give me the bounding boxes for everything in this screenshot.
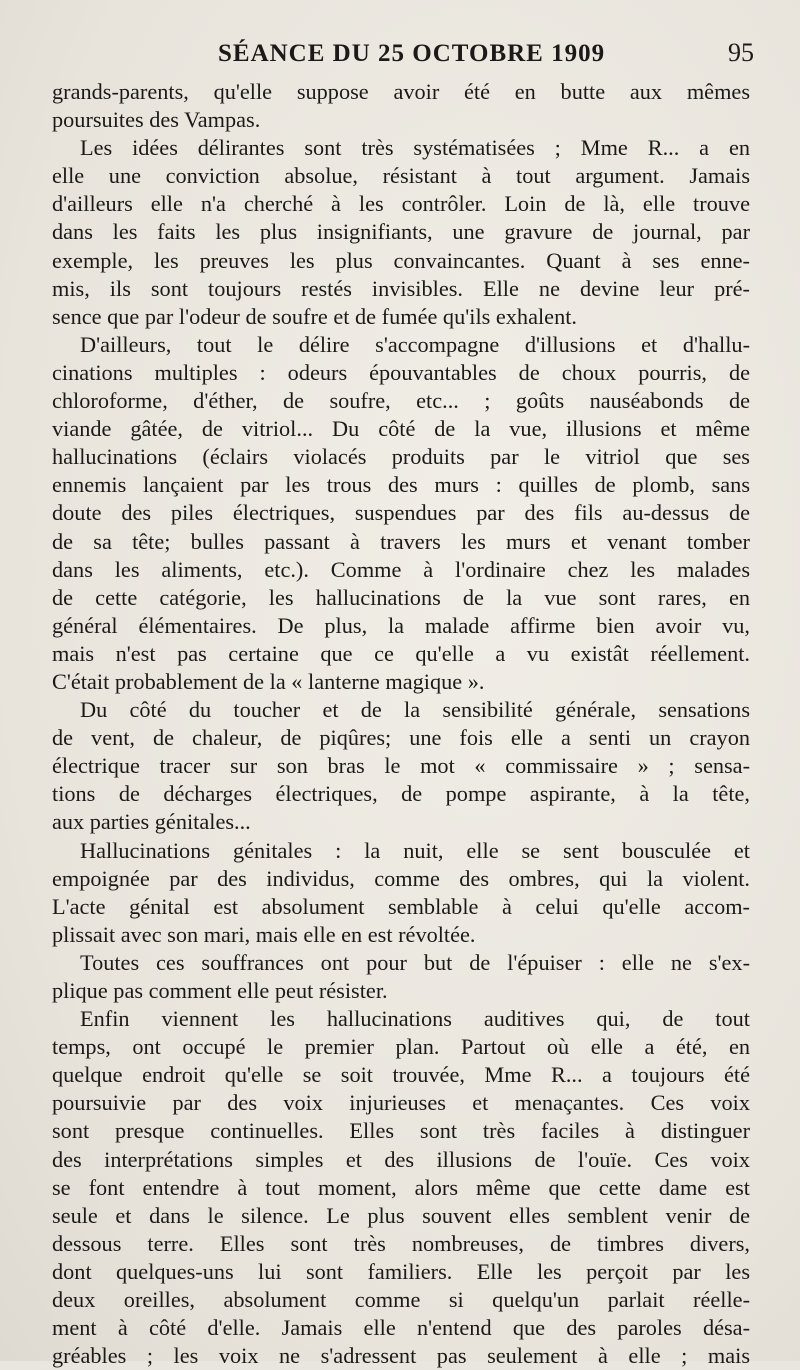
text-line: temps, ont occupé le premier plan. Partout où elle a été, en <box>52 1034 750 1060</box>
text-line: elle une conviction absolue, résistant à tout argument. Jamais <box>52 163 750 189</box>
text-line: sence que par l'odeur de soufre et de fumée qu'ils exhalent. <box>52 303 577 329</box>
text-line: hallucinations (éclairs violacés produits par le vitriol que ses <box>52 444 750 470</box>
text-line: électrique tracer sur son bras le mot « commissaire » ; sensa- <box>52 753 750 779</box>
text-line: dans les aliments, etc.). Comme à l'ordinaire chez les malades <box>52 556 750 582</box>
text-line: quelque endroit qu'elle se soit trouvée, Mme R... a toujours été <box>52 1062 750 1088</box>
text-line: viande gâtée, de vitriol... Du côté de la vue, illusions et même <box>52 416 750 442</box>
text-line: sont presque continuelles. Elles sont très faciles à distinguer <box>52 1118 750 1144</box>
text-line: cinations multiples : odeurs épouvantables de choux pourris, de <box>52 359 750 385</box>
text-line: Hallucinations génitales : la nuit, elle se sent bousculée et <box>80 837 750 863</box>
text-line: Du côté du toucher et de la sensibilité générale, sensations <box>80 697 750 723</box>
text-line: dessous terre. Elles sont très nombreuses, de timbres divers, <box>52 1230 750 1256</box>
text-line: mis, ils sont toujours restés invisibles. Elle ne devine leur pré- <box>52 275 750 301</box>
text-line: Toutes ces souffrances ont pour but de l'épuiser : elle ne s'ex- <box>80 949 750 975</box>
text-line: D'ailleurs, tout le délire s'accompagne d'illusions et d'hallu- <box>80 331 750 357</box>
body-text <box>52 78 750 1370</box>
text-line: de cette catégorie, les hallucinations de la vue sont rares, en <box>52 584 750 610</box>
text-line: L'acte génital est absolument semblable à celui qu'elle accom- <box>52 893 750 919</box>
running-title: SÉANCE DU 25 OCTOBRE 1909 <box>218 40 606 67</box>
text-line: dont quelques-uns lui sont familiers. Elle les perçoit par les <box>52 1258 750 1284</box>
text-line: grands-parents, qu'elle suppose avoir été en butte aux mêmes <box>52 79 750 104</box>
page-header <box>0 34 800 74</box>
text-line: aux parties génitales... <box>52 809 251 835</box>
text-line: poursuites des Vampas. <box>52 107 261 133</box>
text-line: des interprétations simples et des illusions de l'ouïe. Ces voix <box>52 1146 750 1172</box>
text-line: Enfin viennent les hallucinations auditives qui, de tout <box>80 1006 750 1032</box>
text-line: se font entendre à tout moment, alors même que cette dame est <box>52 1174 750 1200</box>
text-line: exemple, les preuves les plus convaincantes. Quant à ses enne- <box>52 247 750 273</box>
text-line: chloroforme, d'éther, de soufre, etc... ; goûts nauséabonds de <box>52 388 750 414</box>
page-number: 95 <box>728 38 754 67</box>
text-line: d'ailleurs elle n'a cherché à les contrôler. Loin de là, elle trouve <box>52 191 750 217</box>
text-line: Les idées délirantes sont très systématisées ; Mme R... a en <box>80 135 750 161</box>
text-line: empoignée par des individus, comme des ombres, qui la violent. <box>52 865 750 891</box>
text-line: ment à côté d'elle. Jamais elle n'entend que des paroles désa- <box>52 1315 750 1341</box>
text-line: doute des piles électriques, suspendues par des fils au-dessus de <box>52 500 750 526</box>
text-line: gréables ; les voix ne s'adressent pas seulement à elle ; mais <box>52 1343 750 1369</box>
text-line: plissait avec son mari, mais elle en est révoltée. <box>52 921 476 947</box>
text-line: plique pas comment elle peut résister. <box>52 978 388 1003</box>
text-line: poursuivie par des voix injurieuses et menaçantes. Ces voix <box>52 1090 750 1116</box>
text-line: mais n'est pas certaine que ce qu'elle a vu existât réellement. <box>52 640 750 666</box>
text-line: ennemis lançaient par les trous des murs : quilles de plomb, sans <box>52 472 750 498</box>
text-line: C'était probablement de la « lanterne magique ». <box>52 668 485 694</box>
text-line: deux oreilles, absolument comme si quelqu'un parlait réelle- <box>52 1287 750 1313</box>
text-line: tions de décharges électriques, de pompe aspirante, à la tête, <box>52 781 750 807</box>
text-line: général élémentaires. De plus, la malade affirme bien avoir vu, <box>52 612 750 638</box>
text-line: de vent, de chaleur, de piqûres; une fois elle a senti un crayon <box>52 725 750 751</box>
text-line: seule et dans le silence. Le plus souvent elles semblent venir de <box>52 1202 750 1228</box>
text-line: de sa tête; bulles passant à travers les murs et venant tomber <box>52 528 750 554</box>
text-line: dans les faits les plus insignifiants, une gravure de journal, par <box>52 219 750 245</box>
